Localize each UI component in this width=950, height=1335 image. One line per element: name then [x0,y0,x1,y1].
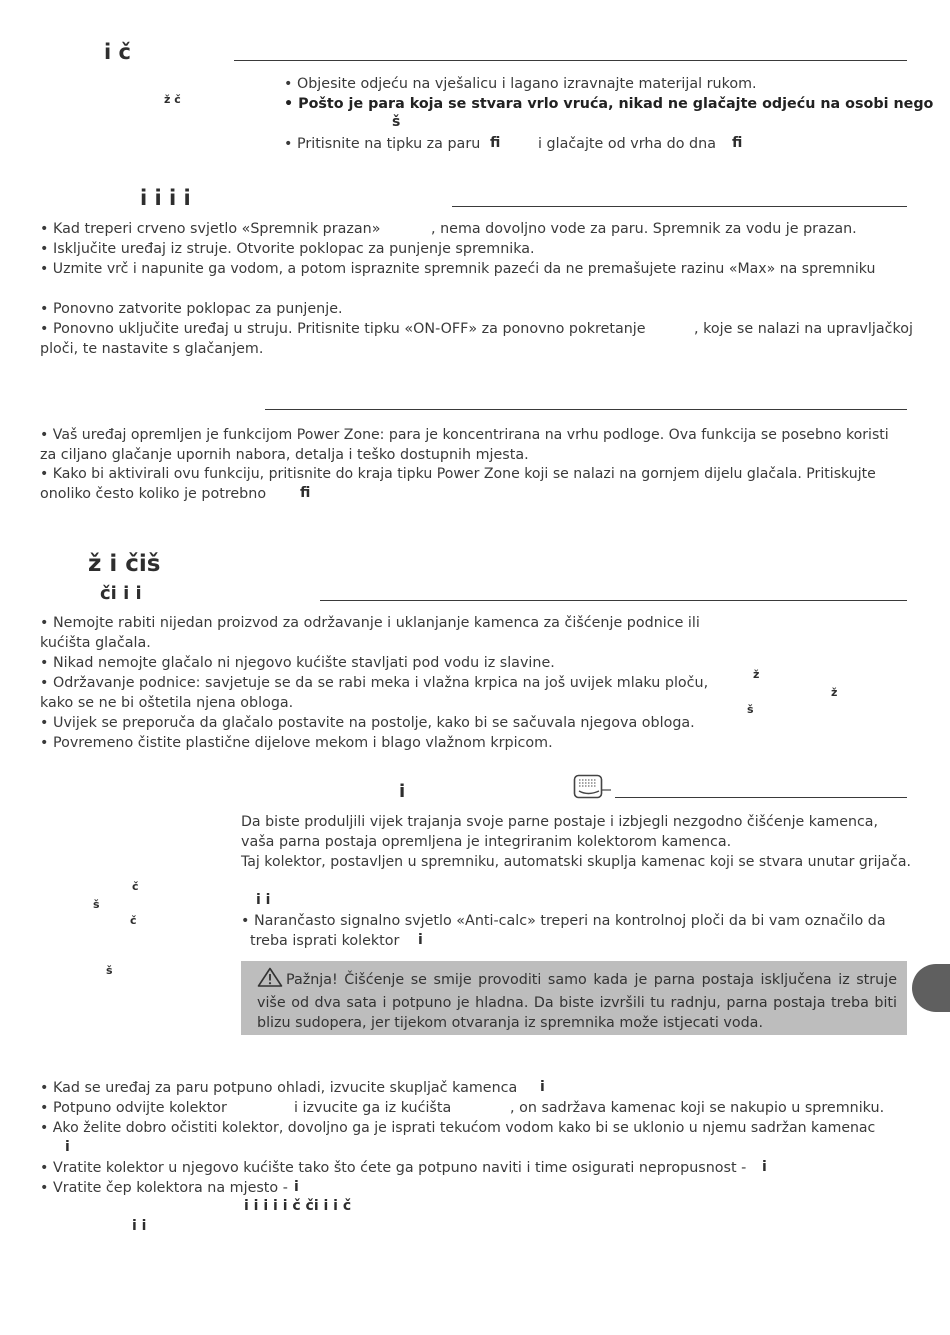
bullet-text: i glačajte od vrha do dna [538,136,716,152]
bullet-text: • Održavanje podnice: savjetuje se da se rabi meka i vlažna krpica na još uvijek mlaku ploču, [40,675,709,691]
glyph-fragment: fi [732,135,743,151]
bullet-text: , koje se nalazi na upravljačkoj [694,321,913,337]
intro-text: vaša parna postaja opremljena je integriranim kolektorom kamenca. [241,834,732,850]
bullet-text: • Nikad nemojte glačalo ni njegovo kućište stavljati pod vodu iz slavine. [40,655,555,671]
bullet-text: • Potpuno odvijte kolektor [40,1100,227,1116]
bold-fragment: i [540,1079,545,1095]
heading-rule [452,206,907,207]
bullet-text: , on sadržava kamenac koji se nakupio u spremniku. [510,1100,885,1116]
bullet-text: • Narančasto signalno svjetlo «Anti-calc» treperi na kontrolnoj ploči da bi vam označilo da [241,913,886,929]
bold-fragment: i [65,1139,70,1155]
heading-rule [234,60,907,61]
bold-fragment: i [418,932,423,948]
side-label-fragment: š [93,898,100,911]
bullet-text-bold: • Pošto je para koja se stvara vrlo vruća, nikad ne glačajte odjeću na osobi nego [284,96,934,112]
anti-calc-collector-icon [573,774,613,806]
side-label-fragment: ž [753,668,760,681]
section-heading-fragment: i č [104,40,131,64]
bold-fragment: š [392,114,401,130]
bullet-text: kućišta glačala. [40,635,151,651]
side-label-fragment: č [132,880,139,893]
intro-text: Da biste produljili vijek trajanja svoje parne postaje i izbjegli nezgodno čišćenje kamenca, [241,814,878,830]
bold-fragment: i i i i i č či i i č [244,1198,352,1214]
subheading-fragment: či i i [100,583,142,604]
bullet-text: • Ponovno zatvorite poklopac za punjenje. [40,301,343,317]
bullet-text: • Povremeno čistite plastične dijelove mekom i blago vlažnom krpicom. [40,735,553,751]
bullet-text: • Ako želite dobro očistiti kolektor, dovoljno ga je isprati tekućom vodom kako bi se uklonio u njemu sadržan kamenac [40,1120,876,1136]
section-heading-fragment: i i i i [140,186,191,210]
bullet-text: • Pritisnite na tipku za paru [284,136,481,152]
intro-text: Taj kolektor, postavljen u spremniku, automatski skuplja kamenac koji se stvara unutar grijača. [241,854,911,870]
bullet-text: , nema dovoljno vode za paru. Spremnik za vodu je prazan. [431,221,857,237]
side-label-fragment: ž č [164,93,181,106]
bullet-text: • Objesite odjeću na vješalicu i lagano izravnajte materijal rukom. [284,76,757,92]
bold-fragment: i [762,1159,767,1175]
heading-rule [265,409,907,410]
bullet-text: onoliko često koliko je potrebno [40,486,267,502]
bullet-text: • Vratite kolektor u njegovo kućište tako što ćete ga potpuno naviti i time osigurati nepropusnost - [40,1160,747,1176]
side-label-fragment: š [747,703,754,716]
bullet-text: • Isključite uređaj iz struje. Otvorite poklopac za punjenje spremnika. [40,241,535,257]
bullet-text: i izvucite ga iz kućišta [294,1100,452,1116]
side-label-fragment: š [106,964,113,977]
glyph-fragment: fi [490,135,501,151]
bold-fragment: i [294,1179,299,1195]
bullet-text: • Kad treperi crveno svjetlo «Spremnik prazan» [40,221,381,237]
bullet-text: • Nemojte rabiti nijedan proizvod za održavanje i uklanjanje kamenca za čišćenje podnice ili [40,615,700,631]
bullet-text: • Kad se uređaj za paru potpuno ohladi, izvucite skupljač kamenca [40,1080,518,1096]
warning-box [241,961,907,1035]
glyph-fragment: fi [300,485,311,501]
page-tab-marker [912,964,950,1012]
bullet-text: za ciljano glačanje upornih nabora, detalja i teško dostupnih mjesta. [40,447,529,463]
warning-icon [257,967,283,993]
bold-fragment: i i [256,892,271,908]
subheading-fragment: i [399,781,406,802]
bullet-text: • Uvijek se preporuča da glačalo postavite na postolje, kako bi se sačuvala njegova obloga. [40,715,695,731]
warning-text: Pažnja! Čišćenje se smije provoditi samo kada je parna postaja isključena iz struje više od dva sata i potpuno je hladna. Da biste izvršili tu radnju, parna postaja treba biti blizu sudopera, jer tijekom otvaranja iz spremnika može istjecati voda. [257,972,897,1031]
side-label-fragment: ž [831,686,838,699]
heading-rule [615,797,907,798]
bullet-text: • Kako bi aktivirali ovu funkciju, pritisnite do kraja tipku Power Zone koji se nalazi na gornjem dijelu glačala. Pritiskujte [40,466,876,482]
bullet-text: • Ponovno uključite uređaj u struju. Pritisnite tipku «ON-OFF» za ponovno pokretanje [40,321,646,337]
bullet-text: • Uzmite vrč i napunite ga vodom, a potom ispraznite spremnik pazeći da ne premašujete razinu «Max» na spremniku [40,261,876,277]
section-heading-fragment: ž i čiš [88,551,161,577]
bullet-text: • Vaš uređaj opremljen je funkcijom Power Zone: para je koncentrirana na vrhu podloge. Ova funkcija se posebno koristi [40,427,889,443]
bullet-text: • Vratite čep kolektora na mjesto - [40,1180,288,1196]
bullet-text: ploči, te nastavite s glačanjem. [40,341,264,357]
heading-rule [320,600,907,601]
bold-fragment: i i [132,1218,147,1234]
side-label-fragment: č [130,914,137,927]
bullet-text: treba isprati kolektor [250,933,400,949]
bullet-text: kako se ne bi oštetila njena obloga. [40,695,294,711]
